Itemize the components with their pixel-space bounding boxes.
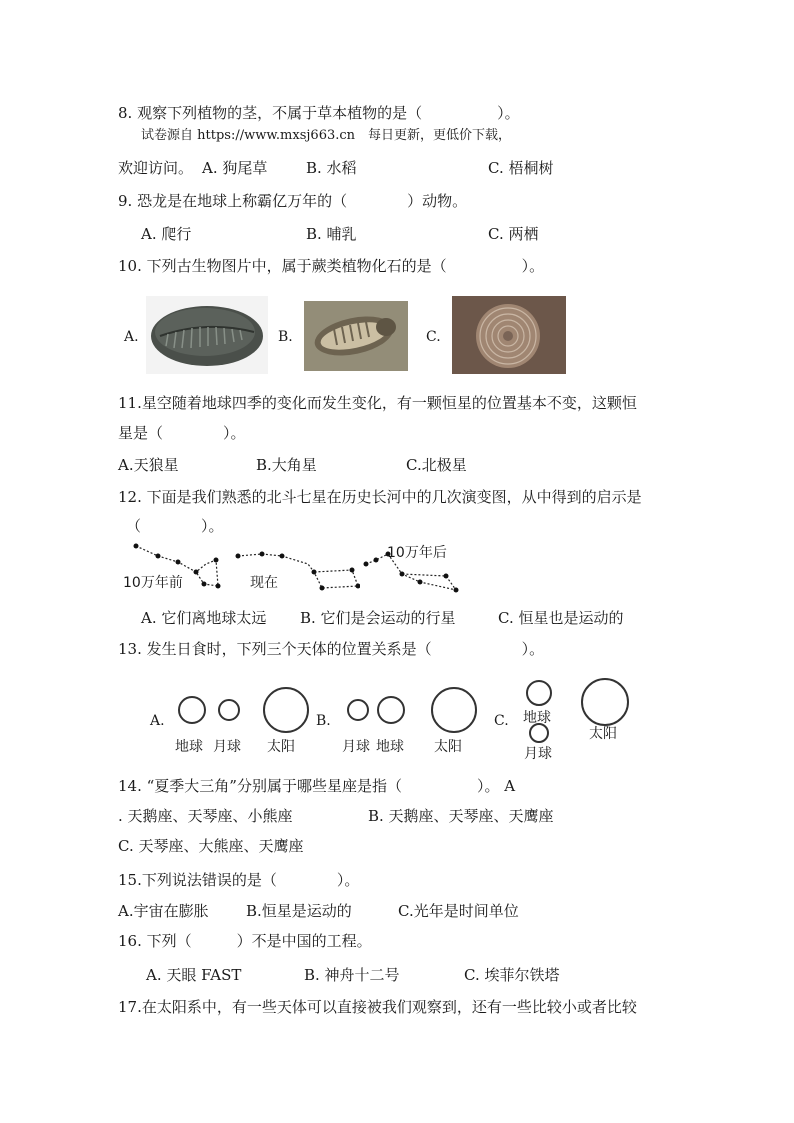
q11-option-c: C.北极星 xyxy=(406,456,467,474)
q10-label-a: A. xyxy=(124,329,139,345)
eclipse-option-a-diagram xyxy=(172,686,322,736)
q11-stem-line1: 11.星空随着地球四季的变化而发生变化，有一颗恒星的位置基本不变，这颗恒 xyxy=(118,394,637,412)
q12-option-c: C. 恒星也是运动的 xyxy=(498,609,624,627)
q15-stem: 15.下列说法错误的是（ ）。 xyxy=(118,871,360,889)
q8-welcome: 欢迎访问。 xyxy=(118,159,194,177)
q8-option-a: A. 狗尾草 xyxy=(202,159,268,177)
eclipse-option-b-diagram xyxy=(340,686,486,736)
q9-option-a: A. 爬行 xyxy=(141,225,192,243)
q13-stem: 13. 发生日食时，下列三个天体的位置关系是（ ）。 xyxy=(118,640,545,658)
q13-c-sun-label: 太阳 xyxy=(589,726,617,742)
q17-stem-line1: 17.在太阳系中，有一些天体可以直接被我们观察到，还有一些比较小或者比较 xyxy=(118,998,637,1016)
q12-stem-line1: 12. 下面是我们熟悉的北斗七星在历史长河中的几次演变图，从中得到的启示是 xyxy=(118,488,642,506)
q11-stem-line2: 星是（ ）。 xyxy=(118,424,246,442)
q12-stem-line2: （ ）。 xyxy=(126,517,224,535)
q13-a-moon-label: 月球 xyxy=(213,739,241,755)
q15-option-b: B.恒星是运动的 xyxy=(246,902,352,920)
fern-fossil-image xyxy=(146,296,268,374)
q13-b-earth-label: 地球 xyxy=(376,739,404,755)
q16-option-a: A. 天眼 FAST xyxy=(146,966,242,984)
q12-option-b: B. 它们是会运动的行星 xyxy=(300,609,456,627)
q14-option-c: C. 天琴座、大熊座、天鹰座 xyxy=(118,837,304,855)
q13-a-sun-label: 太阳 xyxy=(267,739,295,755)
q10-label-b: B. xyxy=(278,329,293,345)
big-dipper-now-label: 现在 xyxy=(250,575,278,591)
q10-stem: 10. 下列古生物图片中，属于蕨类植物化石的是（ ）。 xyxy=(118,257,545,275)
q8-option-c: C. 梧桐树 xyxy=(488,159,554,177)
q16-option-b: B. 神舟十二号 xyxy=(304,966,400,984)
q13-label-a: A. xyxy=(150,713,165,729)
q11-option-a: A.天狼星 xyxy=(118,456,179,474)
q10-label-c: C. xyxy=(426,329,441,345)
q14-stem: 14. “夏季大三角”分别属于哪些星座是指（ ）。 A xyxy=(118,777,516,795)
q13-b-moon-label: 月球 xyxy=(342,739,370,755)
q13-a-earth-label: 地球 xyxy=(175,739,203,755)
big-dipper-future-label: 10万年后 xyxy=(387,545,447,561)
q11-option-b: B.大角星 xyxy=(256,456,317,474)
q13-b-sun-label: 太阳 xyxy=(434,739,462,755)
q13-label-c: C. xyxy=(494,713,509,729)
trilobite-fossil-image xyxy=(304,301,408,371)
q16-stem: 16. 下列（ ）不是中国的工程。 xyxy=(118,932,372,950)
q8-stem: 8. 观察下列植物的茎，不属于草本植物的是（ ）。 xyxy=(118,104,520,122)
q12-option-a: A. 它们离地球太远 xyxy=(141,609,267,627)
q15-option-a: A.宇宙在膨胀 xyxy=(118,902,209,920)
q8-option-b: B. 水稻 xyxy=(306,159,357,177)
big-dipper-past-label: 10万年前 xyxy=(123,575,183,591)
q13-c-moon-label: 月球 xyxy=(524,746,552,762)
q16-option-c: C. 埃菲尔铁塔 xyxy=(464,966,560,984)
q9-option-b: B. 哺乳 xyxy=(306,225,357,243)
q9-option-c: C. 两栖 xyxy=(488,225,539,243)
q9-stem: 9. 恐龙是在地球上称霸亿万年的（ ）动物。 xyxy=(118,192,468,210)
q13-c-earth-label: 地球 xyxy=(523,710,551,726)
q14-option-a: . 天鹅座、天琴座、小熊座 xyxy=(118,807,293,825)
q13-label-b: B. xyxy=(316,713,331,729)
q15-option-c: C.光年是时间单位 xyxy=(398,902,519,920)
ammonite-fossil-image xyxy=(452,296,566,374)
q8-source-note: 试卷源自 https://www.mxsj663.cn 每日更新，更低价下载， xyxy=(141,128,512,143)
q14-option-b: B. 天鹅座、天琴座、天鹰座 xyxy=(368,807,554,825)
